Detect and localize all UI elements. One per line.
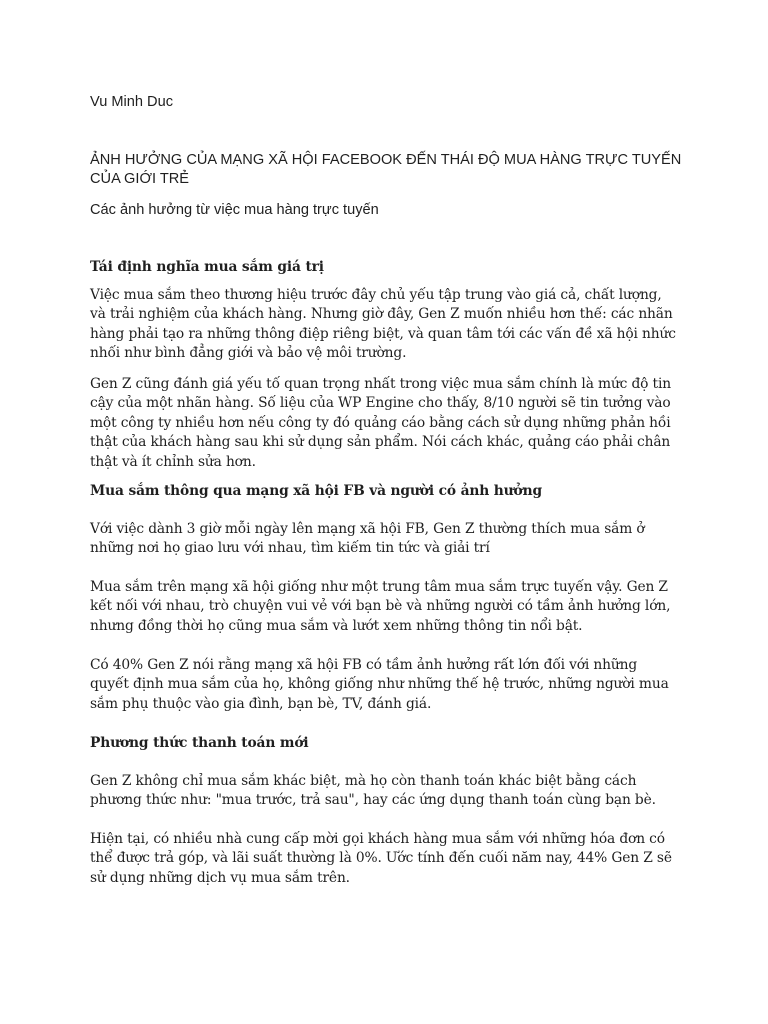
paragraph: Việc mua sắm theo thương hiệu trước đây chủ yếu tập trung vào giá cả, chất lượng, và trải nghiệm của khách hàng. Nhưng giờ đây, Gen Z muốn nhiều hơn thế: các nhãn hàng phải tạo ra những thông điệp riêng biệt, và quan tâm tới các vấn đề xã hội nhức nhối như bình đẳng giới và bảo vệ môi trường. — [90, 287, 676, 362]
author-name: Vu Minh Duc — [90, 94, 174, 110]
document-subtitle: Các ảnh hưởng từ việc mua hàng trực tuyến — [90, 202, 379, 218]
section-heading: Tái định nghĩa mua sắm giá trị — [90, 259, 324, 275]
paragraph: Hiện tại, có nhiều nhà cung cấp mời gọi khách hàng mua sắm với những hóa đơn có thể được trả góp, và lãi suất thường là 0%. Ước tính đến cuối năm nay, 44% Gen Z sẽ sử dụng những dịch vụ mua sắm trên. — [90, 831, 672, 886]
paragraph: Mua sắm trên mạng xã hội giống như một trung tâm mua sắm trực tuyến vậy. Gen Z kết nối với nhau, trò chuyện vui vẻ với bạn bè và những người có tầm ảnh hưởng lớn, nhưng đồng thời họ cũng mua sắm và lướt xem những thông tin nổi bật. — [90, 579, 671, 634]
section-heading: Phương thức thanh toán mới — [90, 735, 309, 751]
paragraph: Gen Z cũng đánh giá yếu tố quan trọng nhất trong việc mua sắm chính là mức độ tin cậy của một nhãn hàng. Số liệu của WP Engine cho thấy, 8/10 người sẽ tin tưởng vào một công ty nhiều hơn nếu công ty đó quảng cáo bằng cách sử dụng những phản hồi thật của khách hàng sau khi sử dụng sản phẩm. Nói cách khác, quảng cáo phải chân thật và ít chỉnh sửa hơn. — [90, 376, 671, 470]
section-heading: Mua sắm thông qua mạng xã hội FB và người có ảnh hưởng — [90, 483, 542, 499]
paragraph: Có 40% Gen Z nói rằng mạng xã hội FB có tầm ảnh hưởng rất lớn đối với những quyết định mua sắm của họ, không giống như những thế hệ trước, những người mua sắm phụ thuộc vào gia đình, bạn bè, TV, đánh giá. — [90, 657, 669, 712]
paragraph: Với việc dành 3 giờ mỗi ngày lên mạng xã hội FB, Gen Z thường thích mua sắm ở những nơi họ giao lưu với nhau, tìm kiếm tin tức và giải trí — [90, 521, 645, 557]
paragraph: Gen Z không chỉ mua sắm khác biệt, mà họ còn thanh toán khác biệt bằng cách phương thức như: "mua trước, trả sau", hay các ứng dụng thanh toán cùng bạn bè. — [90, 773, 656, 809]
document-title: ẢNH HƯỞNG CỦA MẠNG XÃ HỘI FACEBOOK ĐẾN THÁI ĐỘ MUA HÀNG TRỰC TUYẾN CỦA GIỚI TRẺ — [90, 152, 682, 187]
